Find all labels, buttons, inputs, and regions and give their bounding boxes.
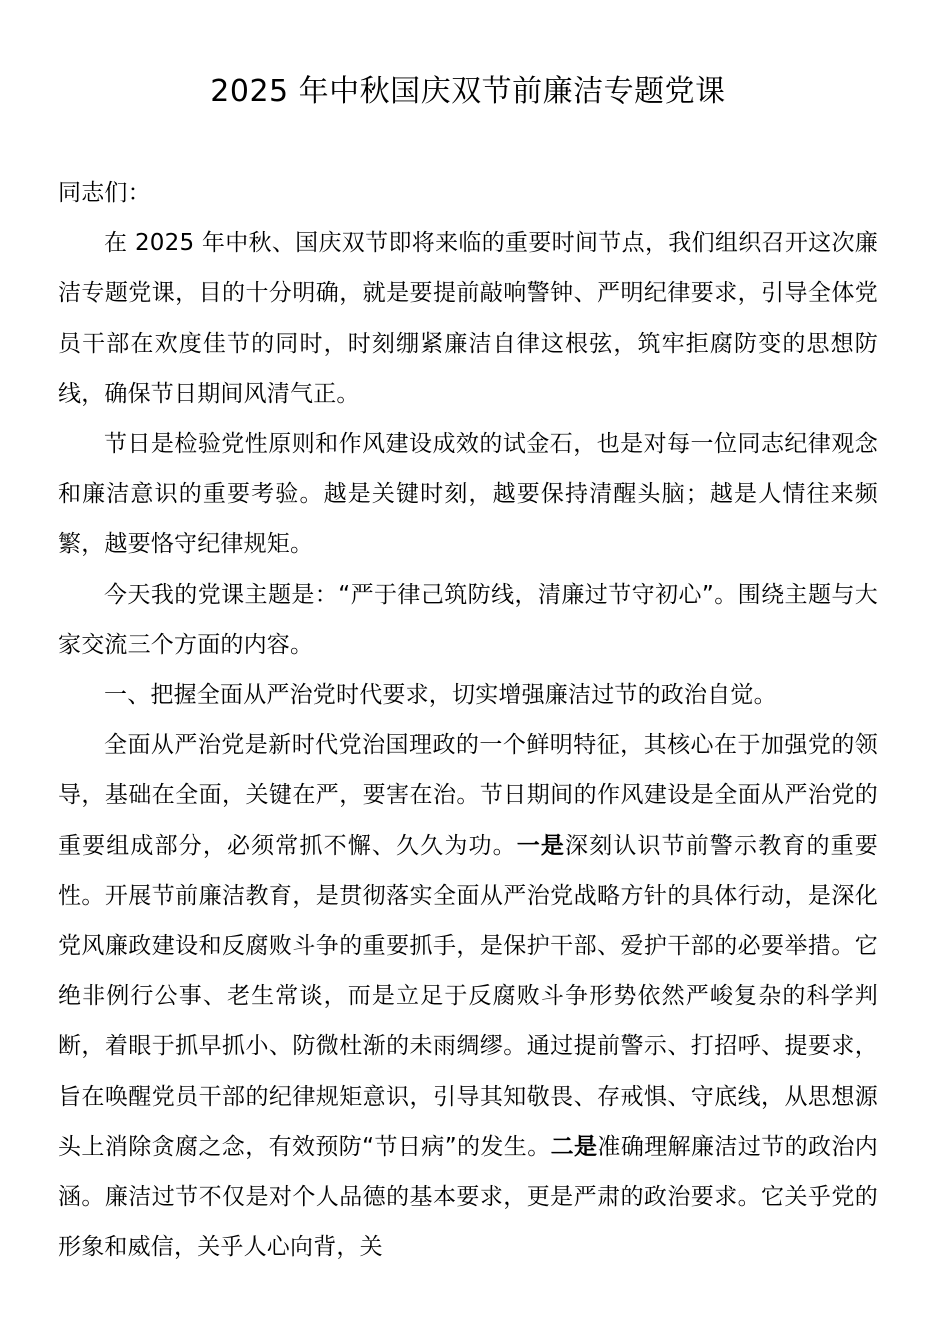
- point-two-label: 二是: [550, 1133, 598, 1160]
- section-one-heading: 一、把握全面从严治党时代要求，切实增强廉洁过节的政治自觉。: [104, 682, 777, 709]
- document-page: [58, 0, 878, 1272]
- salutation: 同志们：: [58, 180, 151, 206]
- section-one-text-a: 全面从严治党是新时代党治国理政的一个鲜明特征，其核心在于加强党的领导，基础在全面，关键在严，要害在治。节日期间的作风建设是全面从严治党的重要组成部分，必须常抓不懈、久久为功。: [58, 732, 878, 859]
- point-one-label: 一是: [516, 832, 566, 859]
- section-one-paragraph: [58, 720, 878, 1272]
- document-body: [58, 168, 878, 1272]
- section-one-text-b: 深刻认识节前警示教育的重要性。开展节前廉洁教育，是贯彻落实全面从严治党战略方针的具体行动，是深化党风廉政建设和反腐败斗争的重要抓手，是保护干部、爱护干部的必要举措。它绝非例行公事、老生常谈，而是立足于反腐败斗争形势依然严峻复杂的科学判断，着眼于抓早抓小、防微杜渐的未雨绸缪。通过提前警示、打招呼、提要求，旨在唤醒党员干部的纪律规矩意识，引导其知敬畏、存戒惧、守底线，从思想源头上消除贪腐之念，有效预防“节日病”的发生。: [58, 832, 878, 1160]
- importance-paragraph: 节日是检验党性原则和作风建设成效的试金石，也是对每一位同志纪律观念和廉洁意识的重要考验。越是关键时刻，越要保持清醒头脑；越是人情往来频繁，越要恪守纪律规矩。: [58, 431, 878, 558]
- theme-paragraph: 今天我的党课主题是：“严于律己筑防线，清廉过节守初心”。围绕主题与大家交流三个方面的内容。: [58, 581, 878, 658]
- section-one-text-c: 准确理解廉洁过节的政治内涵。廉洁过节不仅是对个人品德的基本要求，更是严肃的政治要求。它关乎党的形象和威信，关乎人心向背，关: [58, 1133, 879, 1261]
- document-title: 2025 年中秋国庆双节前廉洁专题党课: [210, 74, 726, 109]
- intro-paragraph: 在 2025 年中秋、国庆双节即将来临的重要时间节点，我们组织召开这次廉洁专题党课，目的十分明确，就是要提前敲响警钟、严明纪律要求，引导全体党员干部在欢度佳节的同时，时刻绷紧廉洁自律这根弦，筑牢拒腐防变的思想防线，确保节日期间风清气正。: [58, 230, 878, 407]
